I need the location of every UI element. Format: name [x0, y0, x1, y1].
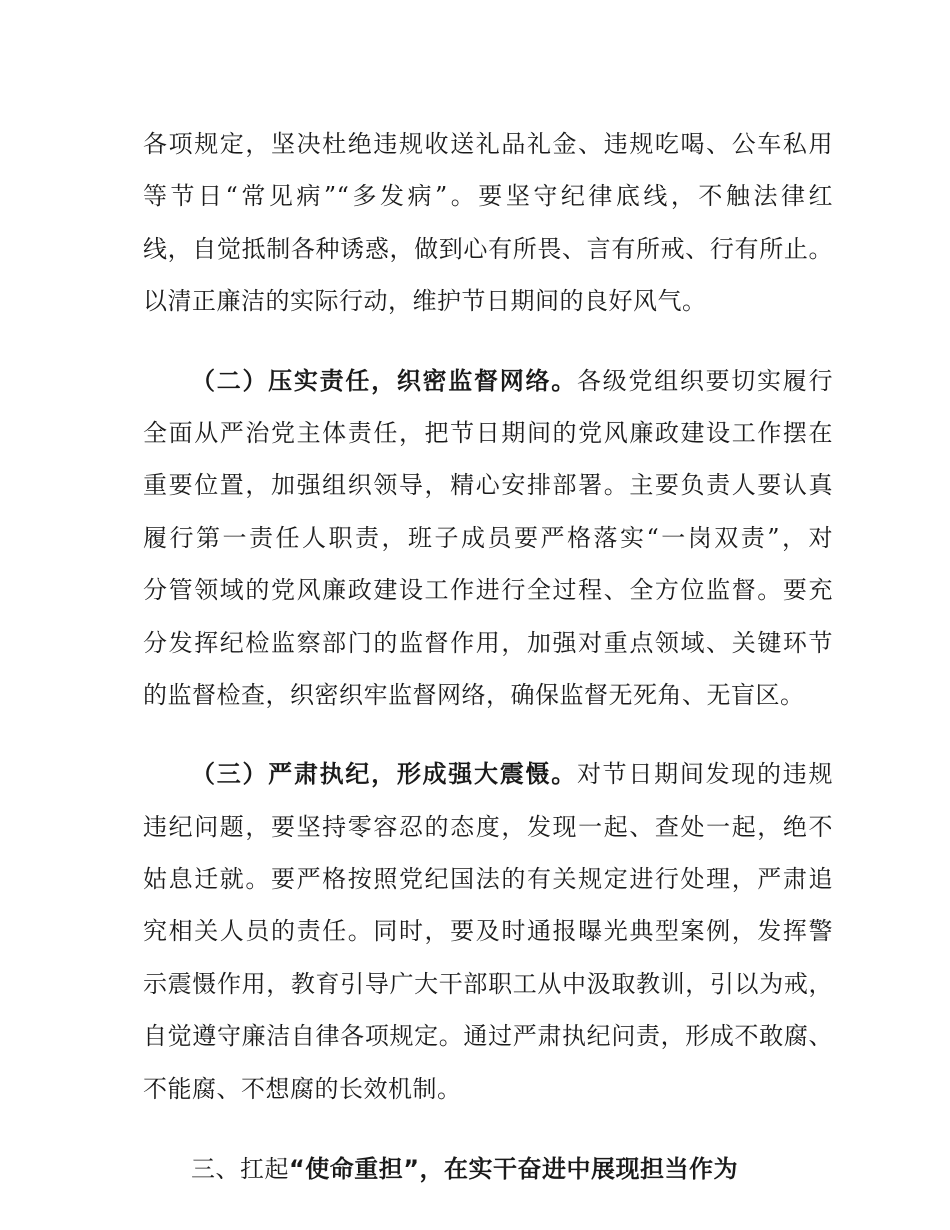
- paragraph-1: [143, 118, 833, 328]
- paragraph-line: 重要位置，加强组织领导，精心安排部署。主要负责人要认真: [143, 471, 833, 500]
- paragraph-line: 以清正廉洁的实际行动，维护节日期间的良好风气。: [143, 287, 707, 316]
- section-heading-prefix: 三、扛起: [191, 1155, 289, 1184]
- subsection-title-3: （三）严肃执纪，形成强大震慑。: [191, 760, 577, 789]
- paragraph-line: 分管领域的党风廉政建设工作进行全过程、全方位监督。要充: [143, 576, 833, 605]
- paragraph-line: 的监督检查，织密织牢监督网络，确保监督无死角、无盲区。: [143, 680, 805, 709]
- paragraph-line: 究相关人员的责任。同时，要及时通报曝光典型案例，发挥警: [143, 917, 833, 946]
- paragraph-first-line: [143, 355, 833, 407]
- paragraph-line: 各项规定，坚决杜绝违规收送礼品礼金、违规吃喝、公车私用: [143, 130, 833, 158]
- paragraph-line: 履行第一责任人职责，班子成员要严格落实“一岗双责”，对: [143, 523, 833, 552]
- paragraph-first-line: [143, 748, 833, 800]
- paragraph-line: 示震慑作用，教育引导广大干部职工从中汲取教训，引以为戒，: [143, 969, 833, 998]
- paragraph-text: 各级党组织要切实履行: [576, 366, 833, 395]
- paragraph-line: 违纪问题，要坚持零容忍的态度，发现一起、查处一起，绝不: [143, 812, 833, 841]
- document-page: [143, 118, 833, 1195]
- paragraph-line: 姑息迁就。要严格按照党纪国法的有关规定进行处理，严肃追: [143, 865, 833, 894]
- paragraph-3: [143, 748, 833, 1115]
- paragraph-line: 等节日“常见病”“多发病”。要坚守纪律底线，不触法律红: [143, 182, 833, 211]
- subsection-title-2: （二）压实责任，织密监督网络。: [191, 366, 577, 395]
- paragraph-line: 全面从严治党主体责任，把节日期间的党风廉政建设工作摆在: [143, 418, 833, 447]
- paragraph-line: 线，自觉抵制各种诱惑，做到心有所畏、言有所戒、行有所止。: [143, 234, 833, 263]
- paragraph-2: [143, 355, 833, 722]
- paragraph-line: 分发挥纪检监察部门的监督作用，加强对重点领域、关键环节: [143, 628, 833, 657]
- section-heading-title: “使命重担”，在实干奋进中展现担当作为: [289, 1155, 739, 1184]
- paragraph-text: 对节日期间发现的违规: [576, 760, 833, 789]
- paragraph-line: 自觉遵守廉洁自律各项规定。通过严肃执纪问责，形成不敢腐、: [143, 1022, 833, 1051]
- section-heading-3: [143, 1143, 833, 1195]
- paragraph-line: 不能腐、不想腐的长效机制。: [143, 1074, 462, 1103]
